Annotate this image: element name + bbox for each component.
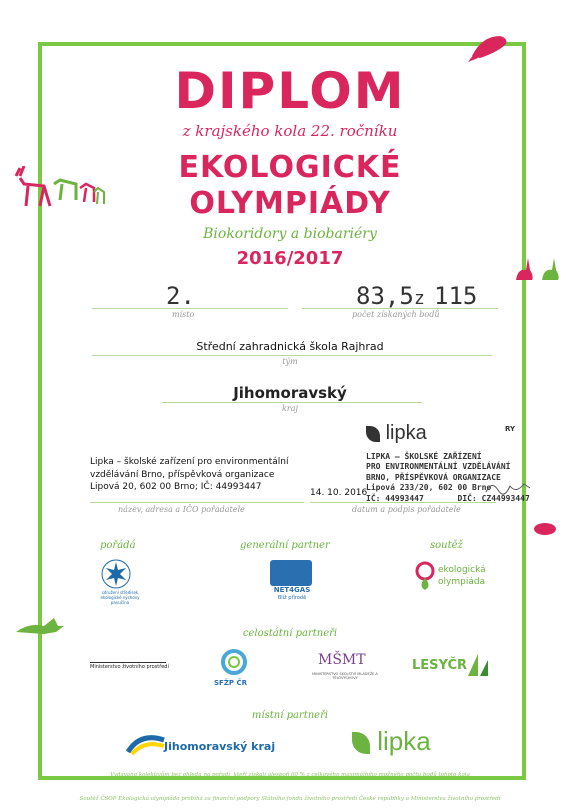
lesy-text: LESYČR	[412, 658, 468, 673]
organizer-caption: název, adresa a IČO pořadatele	[118, 505, 245, 514]
lipka-text: lipka	[377, 726, 431, 756]
jmk-logo-icon	[126, 730, 166, 756]
mzp-text: Ministerstvo životního prostředí	[90, 664, 169, 670]
eko-olympiada-text1: ekologická	[438, 565, 486, 575]
event-line1: EKOLOGICKÉ	[178, 150, 402, 185]
msmt-logo: MŠMT	[318, 652, 366, 668]
sev-logo-icon	[94, 556, 138, 592]
salmon-icon	[468, 30, 510, 64]
team-value: Střední zahradnická škola Rajhrad	[196, 340, 384, 353]
score-of: z	[414, 288, 425, 309]
stamp-suffix: RY	[505, 425, 516, 433]
sfzp-logo-icon	[220, 648, 248, 676]
jmk-text: Jihomoravský kraj	[164, 740, 276, 753]
diploma-title: DIPLOM	[174, 62, 406, 120]
stamp-line2: PRO ENVIRONMENTÁLNÍ VZDĚLÁVÁNÍ	[366, 462, 511, 472]
stamp-ico: IČ: 44993447	[366, 493, 424, 503]
stamp-line3: BRNO, PŘÍSPĚVKOVÁ ORGANIZACE	[366, 472, 501, 482]
organizer-address	[90, 456, 288, 494]
section-general-partner: generální partner	[240, 540, 330, 551]
footer-support: Soutěž ČSOP Ekologická olympiáda probíhá za finanční podpory Státního fondu životního prostředí České republiky a Ministerstva životního prostředí	[79, 796, 501, 802]
section-mistni: místní partneři	[251, 710, 329, 721]
section-celostatni: celostátní partneři	[242, 628, 338, 639]
stamp-dic: DIČ: CZ44993447	[457, 493, 530, 503]
event-line2: OLYMPIÁDY	[189, 186, 391, 221]
organizer-line	[90, 502, 304, 503]
eko-olympiada-logo-icon	[414, 560, 436, 592]
signature-icon	[484, 478, 532, 498]
footer-note: Vydáváno kolektivům bez ohledu na pořadí, kteří získali alespoň 60 % z celkového maximálního možného počtu bodů tohoto kola	[110, 772, 470, 778]
score-max: 115	[434, 282, 478, 310]
lipka-logo	[352, 726, 431, 757]
eko-olympiada-text2: olympiáda	[438, 576, 486, 587]
msmt-text: MINISTERSTVO ŠKOLSTVÍ MLÁDEŽE A TĚLOVÝCHOVY	[312, 672, 378, 680]
region-value: Jihomoravský	[233, 384, 347, 402]
points-caption: počet získaných bodů	[352, 310, 440, 319]
points-line	[302, 308, 498, 309]
organizer-line2: vzdělávání Brno, příspěvková organizace	[90, 469, 275, 480]
section-soutez: soutěž	[430, 540, 463, 551]
score-value: 83,5	[356, 282, 414, 310]
theme: Biokoridory a biobariéry	[203, 226, 377, 242]
organizer-line1: Lipka – školské zařízení pro environmentální	[90, 457, 289, 467]
sev-logo-text: sdružení středisek ekologické výchovy pavučina	[100, 590, 140, 605]
stamp-logo: lipka	[366, 422, 427, 445]
place-caption: místo	[172, 310, 195, 319]
region-caption: kraj	[282, 404, 298, 413]
date-caption: datum a podpis pořadatele	[352, 505, 461, 514]
year: 2016/2017	[236, 248, 344, 269]
net4gas-text: NET4GAS	[273, 586, 311, 594]
stamp-line4: Lipová 233/20, 602 00 Brno	[366, 483, 492, 493]
region-line	[162, 402, 422, 403]
place-line	[92, 308, 288, 309]
section-poradaji: pořádá	[100, 540, 136, 551]
eko-olympiada-text	[438, 565, 486, 588]
place-value: 2.	[166, 282, 195, 310]
lesy-logo-icon	[466, 652, 490, 678]
team-line	[92, 355, 492, 356]
date-line	[310, 502, 496, 503]
team-caption: tým	[282, 357, 298, 366]
date-value: 14. 10. 2016	[310, 488, 368, 498]
net4gas-sub: Blíž přírodě	[277, 595, 307, 601]
stamp-line1: LIPKA – ŠKOLSKÉ ZAŘÍZENÍ	[366, 452, 482, 461]
subtitle: z krajského kola 22. ročníku	[182, 122, 398, 140]
organizer-line3: Lipová 20, 602 00 Brno; IČ: 44993447	[90, 482, 262, 493]
mzp-logo	[90, 662, 166, 663]
frog-icon	[532, 520, 558, 536]
sfzp-text: SFŽP ČR	[214, 679, 247, 687]
net4gas-logo	[270, 560, 312, 586]
